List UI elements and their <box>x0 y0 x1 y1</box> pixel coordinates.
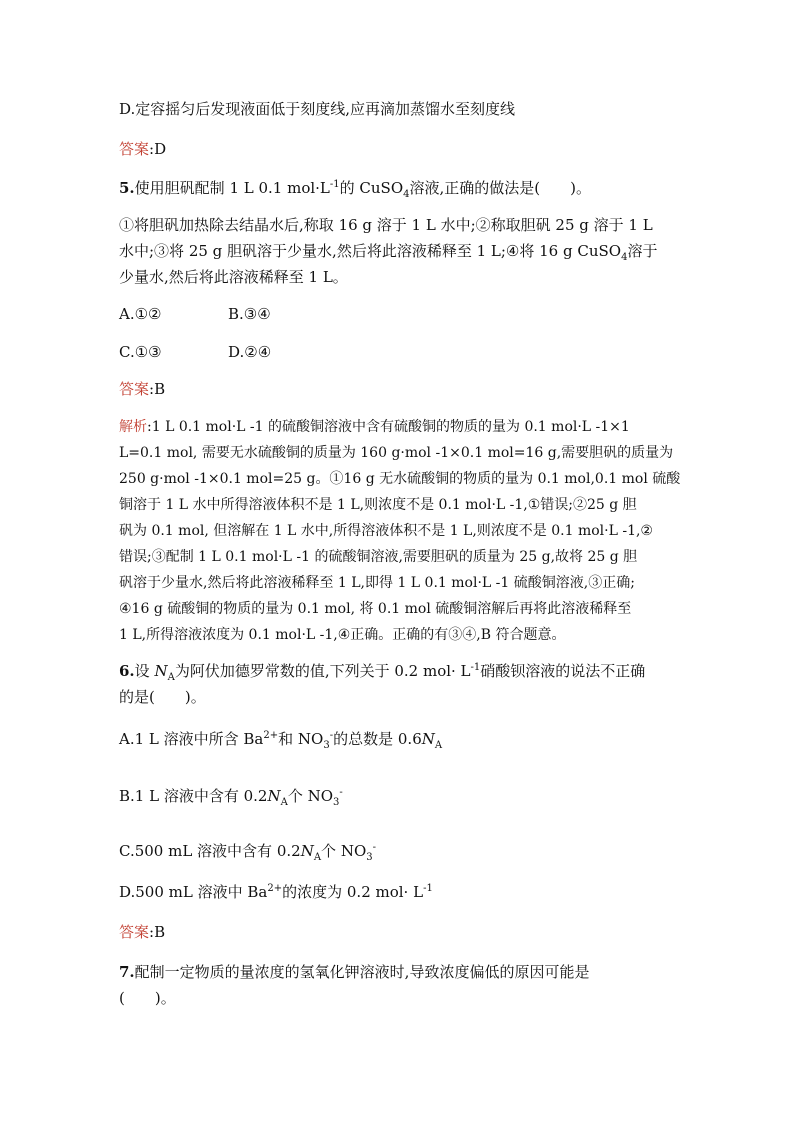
answer-label: 答案 <box>119 923 150 941</box>
q6-option-d-post: 的浓度为 0.2 mol· L <box>282 883 424 901</box>
q5-option-c: C.①③ <box>119 343 162 361</box>
q6-option-b-no3-sup: - <box>339 787 343 798</box>
q5-explain-line-5: 错误;③配制 1 L 0.1 mol·L -1 的硫酸铜溶液,需要胆矾的质量为 25 g,故将 25 g 胆 <box>119 549 638 565</box>
question-number: 6. <box>119 662 135 680</box>
answer-label: 答案 <box>119 380 150 398</box>
q6-option-c-na-sub: A <box>313 852 322 863</box>
q6-option-a-sup: 2+ <box>263 730 279 741</box>
q5-option-b: B.③④ <box>228 305 271 323</box>
q6-option-a-no3-sub: 3 <box>323 740 330 751</box>
q5-explain-line-1: L=0.1 mol, 需要无水硫酸铜的质量为 160 g·mol -1×0.1 mol=16 g,需要胆矾的质量为 <box>119 445 674 461</box>
answer-value: :B <box>149 380 166 398</box>
q5-explain-line-6: 矾溶于少量水,然后将此溶液稀释至 1 L,即得 1 L 0.1 mol·L -1 硫酸铜溶液,③正确; <box>119 575 635 591</box>
q5-explain-line-0 <box>119 416 630 438</box>
q5-choice-line-2 <box>119 240 657 262</box>
q6-option-c-post: 个 NO <box>321 842 367 860</box>
q5-stem-a: 使用胆矾配制 1 L 0.1 mol·L <box>134 179 330 197</box>
answer-value: :B <box>149 923 166 941</box>
q6-option-d-sup2: -1 <box>423 883 433 894</box>
q6-option-a-na-sub: A <box>434 740 443 751</box>
q6-stem-a: 设 <box>134 662 155 680</box>
q5-answer <box>119 378 165 400</box>
q6-option-a-na: N <box>421 730 435 748</box>
q6-option-d <box>119 881 433 903</box>
q6-stem-c: 硝酸钡溶液的说法不正确 <box>480 662 646 680</box>
q5-stem-sub: 4 <box>403 189 410 200</box>
q5-choice-line-3: 少量水,然后将此溶液稀释至 1 L。 <box>119 268 348 286</box>
q6-option-b-no3-sub: 3 <box>333 797 340 808</box>
q7-stem-line-1: 配制一定物质的量浓度的氢氧化钾溶液时,导致浓度偏低的原因可能是 <box>134 963 590 981</box>
q5-options-row-1 <box>119 303 271 325</box>
q6-option-c-na: N <box>300 842 314 860</box>
question-number: 5. <box>119 179 135 197</box>
q5-options-row-2 <box>119 341 272 363</box>
q6-option-a-pre: A.1 L 溶液中所含 Ba <box>119 730 264 748</box>
q6-option-b <box>119 785 343 807</box>
q6-option-b-post: 个 NO <box>287 787 334 805</box>
q6-option-b-na: N <box>267 787 281 805</box>
q6-option-b-pre: B.1 L 溶液中含有 0.2 <box>119 787 268 805</box>
q5-stem <box>119 177 591 199</box>
q6-stem-b: 为阿伏加德罗常数的值,下列关于 0.2 mol· L <box>174 662 471 680</box>
answer-value: :D <box>149 140 167 158</box>
q6-stem <box>119 660 645 682</box>
q6-option-d-pre: D.500 mL 溶液中 Ba <box>119 883 268 901</box>
explain-text: :1 L 0.1 mol·L -1 的硫酸铜溶液中含有硫酸铜的物质的量为 0.1 mol·L -1×1 <box>147 419 630 435</box>
q6-option-c <box>119 840 376 862</box>
q6-na-sub: A <box>167 672 175 683</box>
q6-option-a-mid: 和 NO <box>278 730 324 748</box>
q6-stem-sup: -1 <box>470 662 481 673</box>
q6-option-b-na-sub: A <box>280 797 288 808</box>
q5-option-a: A.①② <box>119 305 162 323</box>
q5-explain-line-8: 1 L,所得溶液浓度为 0.1 mol·L -1,④正确。正确的有③④,B 符合题意。 <box>119 627 566 643</box>
q5-stem-sup: -1 <box>329 179 340 190</box>
q6-option-a <box>119 728 442 750</box>
q6-option-d-sup: 2+ <box>267 883 283 894</box>
q7-stem-line-2: ( )。 <box>119 989 176 1007</box>
q5-stem-b: 的 CuSO <box>339 179 404 197</box>
q5-choice-line-2-text: 水中;③将 25 g 胆矾溶于少量水,然后将此溶液稀释至 1 L;④将 16 g CuSO <box>119 242 622 260</box>
q6-answer <box>119 921 165 943</box>
q6-option-a-post: 的总数是 0.6 <box>333 730 422 748</box>
q5-choice-line-2-end: 溶于 <box>627 242 658 260</box>
q4-option-d: D.定容摇匀后发现液面低于刻度线,应再滴加蒸馏水至刻度线 <box>119 100 516 118</box>
q6-option-c-no3-sub: 3 <box>366 852 373 863</box>
q5-explain-line-4: 矾为 0.1 mol, 但溶解在 1 L 水中,所得溶液体积不是 1 L,则浓度不是 0.1 mol·L -1,② <box>119 523 653 539</box>
q6-option-c-pre: C.500 mL 溶液中含有 0.2 <box>119 842 301 860</box>
q5-explain-line-3: 铜溶于 1 L 水中所得溶液体积不是 1 L,则浓度不是 0.1 mol·L -1,①错误;②25 g 胆 <box>119 497 637 513</box>
q6-option-a-no3-sup: - <box>329 730 334 741</box>
q6-na: N <box>154 662 168 680</box>
q5-option-d: D.②④ <box>228 343 272 361</box>
explain-label: 解析 <box>119 419 147 435</box>
q5-choice-line-1: ①将胆矾加热除去结晶水后,称取 16 g 溶于 1 L 水中;②称取胆矾 25 g 溶于 1 L <box>119 216 653 234</box>
q5-explain-line-2: 250 g·mol -1×0.1 mol=25 g。①16 g 无水硫酸铜的物质的量为 0.1 mol,0.1 mol 硫酸 <box>119 471 681 487</box>
question-number: 7. <box>119 963 135 981</box>
q7-stem <box>119 961 589 983</box>
q4-answer <box>119 138 166 160</box>
answer-label: 答案 <box>119 140 150 158</box>
q6-option-c-no3-sup: - <box>372 842 377 853</box>
q5-choice-line-2-sub: 4 <box>621 252 628 263</box>
q5-stem-c: 溶液,正确的做法是( )。 <box>409 179 591 197</box>
q6-stem-line-2: 的是( )。 <box>119 688 206 706</box>
q5-explain-line-7: ④16 g 硫酸铜的物质的量为 0.1 mol, 将 0.1 mol 硫酸铜溶解后再将此溶液稀释至 <box>119 601 632 617</box>
